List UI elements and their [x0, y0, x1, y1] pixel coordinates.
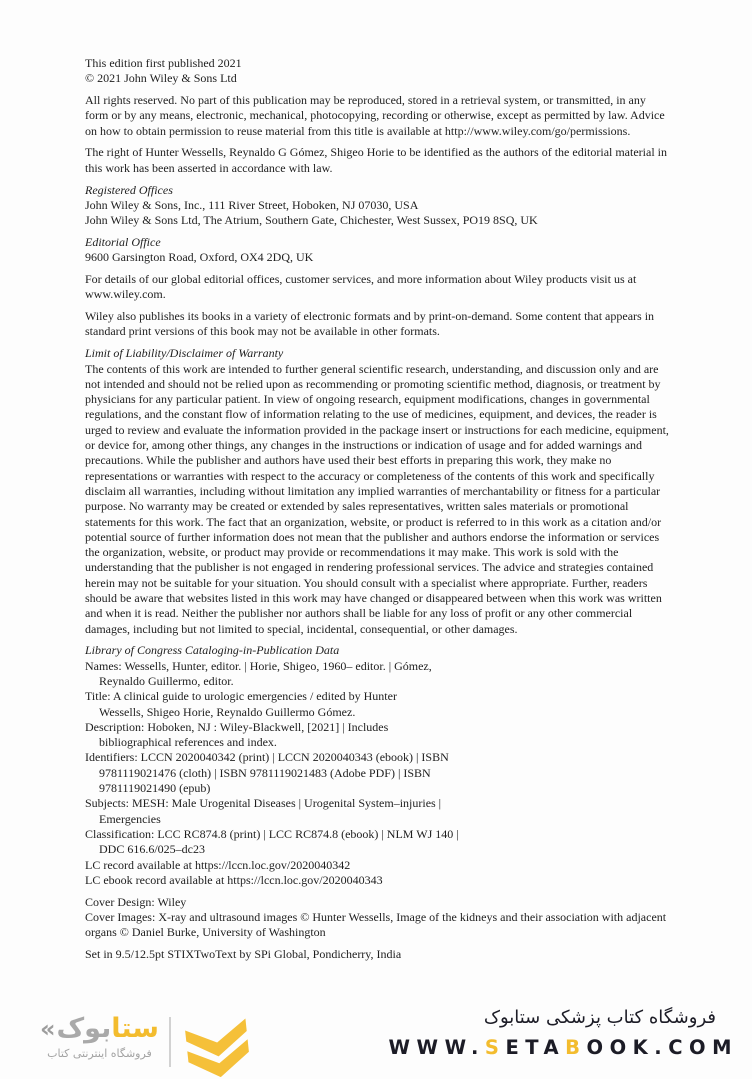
- cover-credits-block: [85, 895, 671, 941]
- loc-heading: Library of Congress Cataloging-in-Publication Data: [85, 643, 340, 658]
- cover-images-text: Cover Images: X-ray and ultrasound images © Hunter Wessells, Image of the kidneys and their association with adjacent organs © Daniel Burke, University of Washington: [85, 909, 667, 940]
- disclaimer-text: The contents of this work are intended to further general scientific research, understanding, and discussion only and are not intended and should not be relied upon as recommending or promoting scientific method, diagnosis, or treatment by physicians for any particular patient. In view of ongoing research, equipment modifications, changes in governmental regulations, and the constant flow of information relating to the use of medicines, equipment, and devices, the reader is urged to review and evaluate the information provided in the package insert or instructions for each medicine, equipment, or device for, among other things, any changes in the instructions or indication of usage and for added warnings and precautions. While the publisher and authors have used their best efforts in preparing this work, they make no representations or warranties with respect to the accuracy or completeness of the contents of this work and specifically disclaim all warranties, including without limitation any implied warranties of merchantability or fitness for a particular purpose. No warranty may be created or extended by sales representatives, written sales materials or promotional statements for this work. The fact that an organization, website, or product is referred to in this work as a citation and/or potential source of further information does not mean that the publisher and authors endorse the information or services the organization, website, or product may provide or recommendations it may make. This work is sold with the understanding that the publisher is not engaged in rendering professional services. The advice and strategies contained herein may not be suitable for your situation. You should consult with a specialist where appropriate. Further, readers should be aware that websites listed in this work may have changed or disappeared between when this work was written and when it is read. Neither the publisher nor authors shall be liable for any loss of profit or any other commercial damages, including but not limited to special, incidental, consequential, or other damages.: [85, 361, 669, 636]
- url-segment-accent: B: [565, 1036, 587, 1059]
- footer-store-info: [389, 1005, 738, 1059]
- formats-paragraph: Wiley also publishes its books in a variety of electronic formats and by print-on-demand. Some content that appears in standard print versions of this book may not be available in other formats.: [85, 309, 655, 339]
- loc-line: Reynaldo Guillermo, editor.: [99, 673, 234, 688]
- rights-paragraph: All rights reserved. No part of this publication may be reproduced, stored in a retrieval system, or transmitted, in any form or by any means, electronic, mechanical, photocopying, recording or otherwise, except as permitted by law. Advice on how to obtain permission to reuse material from this title is available at http://www.wiley.com/go/permissions.: [85, 93, 665, 138]
- url-segment: ETA: [505, 1036, 566, 1059]
- loc-ebook-record-link: LC ebook record available at https://lccn.loc.gov/2020040343: [85, 872, 383, 887]
- store-title-persian: فروشگاه کتاب پزشکی ستابوک: [483, 1007, 716, 1028]
- loc-cataloging-block: [85, 643, 671, 888]
- loc-line: 9781119021476 (cloth) | ISBN 9781119021483 (Adobe PDF) | ISBN: [99, 765, 431, 780]
- loc-line: Names: Wessells, Hunter, editor. | Horie, Shigeo, 1960– editor. | Gómez,: [85, 658, 432, 673]
- setabook-url-link[interactable]: [389, 1036, 738, 1059]
- loc-line: 9781119021490 (epub): [99, 781, 211, 796]
- authors-paragraph: The right of Hunter Wessells, Reynaldo G Gómez, Shigeo Horie to be identified as the authors of the editorial material in this work has been asserted in accordance with law.: [85, 145, 667, 175]
- url-segment: WWW.: [388, 1036, 485, 1059]
- wordmark-start-segment: ستا: [111, 1013, 159, 1044]
- imprint-text-column: [85, 56, 671, 969]
- registered-office-line: John Wiley & Sons, Inc., 111 River Street, Hoboken, NJ 07030, USA: [85, 197, 419, 212]
- registered-offices-heading: Registered Offices: [85, 182, 173, 197]
- url-segment-accent: S: [484, 1036, 506, 1059]
- double-chevron-left-icon: «: [40, 1015, 56, 1043]
- setabook-logo[interactable]: [40, 1014, 255, 1079]
- wordmark-end-segment: بوک: [56, 1013, 112, 1044]
- setabook-wordmark: [40, 1014, 159, 1044]
- loc-line: Classification: LCC RC874.8 (print) | LCC RC874.8 (ebook) | NLM WJ 140 |: [85, 826, 459, 841]
- registered-office-line: John Wiley & Sons Ltd, The Atrium, Southern Gate, Chichester, West Sussex, PO19 8SQ, UK: [85, 213, 538, 228]
- editorial-office-line: 9600 Garsington Road, Oxford, OX4 2DQ, UK: [85, 250, 314, 265]
- copyright-line: © 2021 John Wiley & Sons Ltd: [85, 71, 237, 86]
- loc-line: Identifiers: LCCN 2020040342 (print) | LCCN 2020040343 (ebook) | ISBN: [85, 750, 449, 765]
- publication-block: [85, 56, 671, 87]
- global-offices-paragraph: For details of our global editorial offices, customer services, and more information about Wiley products visit us at www.wiley.com.: [85, 272, 637, 302]
- loc-line: Title: A clinical guide to urologic emergencies / edited by Hunter: [85, 689, 397, 704]
- loc-record-link: LC record available at https://lccn.loc.gov/2020040342: [85, 857, 351, 872]
- edition-line: This edition first published 2021: [85, 56, 242, 70]
- setabook-wordmark-column: [40, 1014, 159, 1060]
- loc-line: Emergencies: [99, 811, 161, 826]
- setabook-wordmark-text: [57, 1014, 159, 1044]
- loc-line: Wessells, Shigeo Horie, Reynaldo Guillermo Gómez.: [99, 704, 356, 719]
- loc-line: DDC 616.6/025–dc23: [99, 842, 205, 857]
- loc-line: Description: Hoboken, NJ : Wiley-Blackwell, [2021] | Includes: [85, 719, 389, 734]
- logo-tagline: فروشگاه اینترنتی کتاب: [47, 1047, 152, 1060]
- typesetting-line: Set in 9.5/12.5pt STIXTwoText by SPi Global, Pondicherry, India: [85, 947, 402, 962]
- registered-offices-block: [85, 183, 671, 229]
- url-segment: OOK.COM: [586, 1036, 738, 1059]
- setabook-emblem-icon: [178, 1012, 259, 1079]
- logo-divider: [169, 1017, 171, 1067]
- editorial-office-block: [85, 235, 671, 266]
- disclaimer-block: [85, 346, 671, 637]
- editorial-office-heading: Editorial Office: [85, 234, 161, 249]
- disclaimer-heading: Limit of Liability/Disclaimer of Warranty: [85, 346, 284, 361]
- loc-line: Subjects: MESH: Male Urogenital Diseases | Urogenital System–injuries |: [85, 796, 442, 811]
- loc-line: bibliographical references and index.: [99, 735, 277, 750]
- cover-design-line: Cover Design: Wiley: [85, 894, 187, 909]
